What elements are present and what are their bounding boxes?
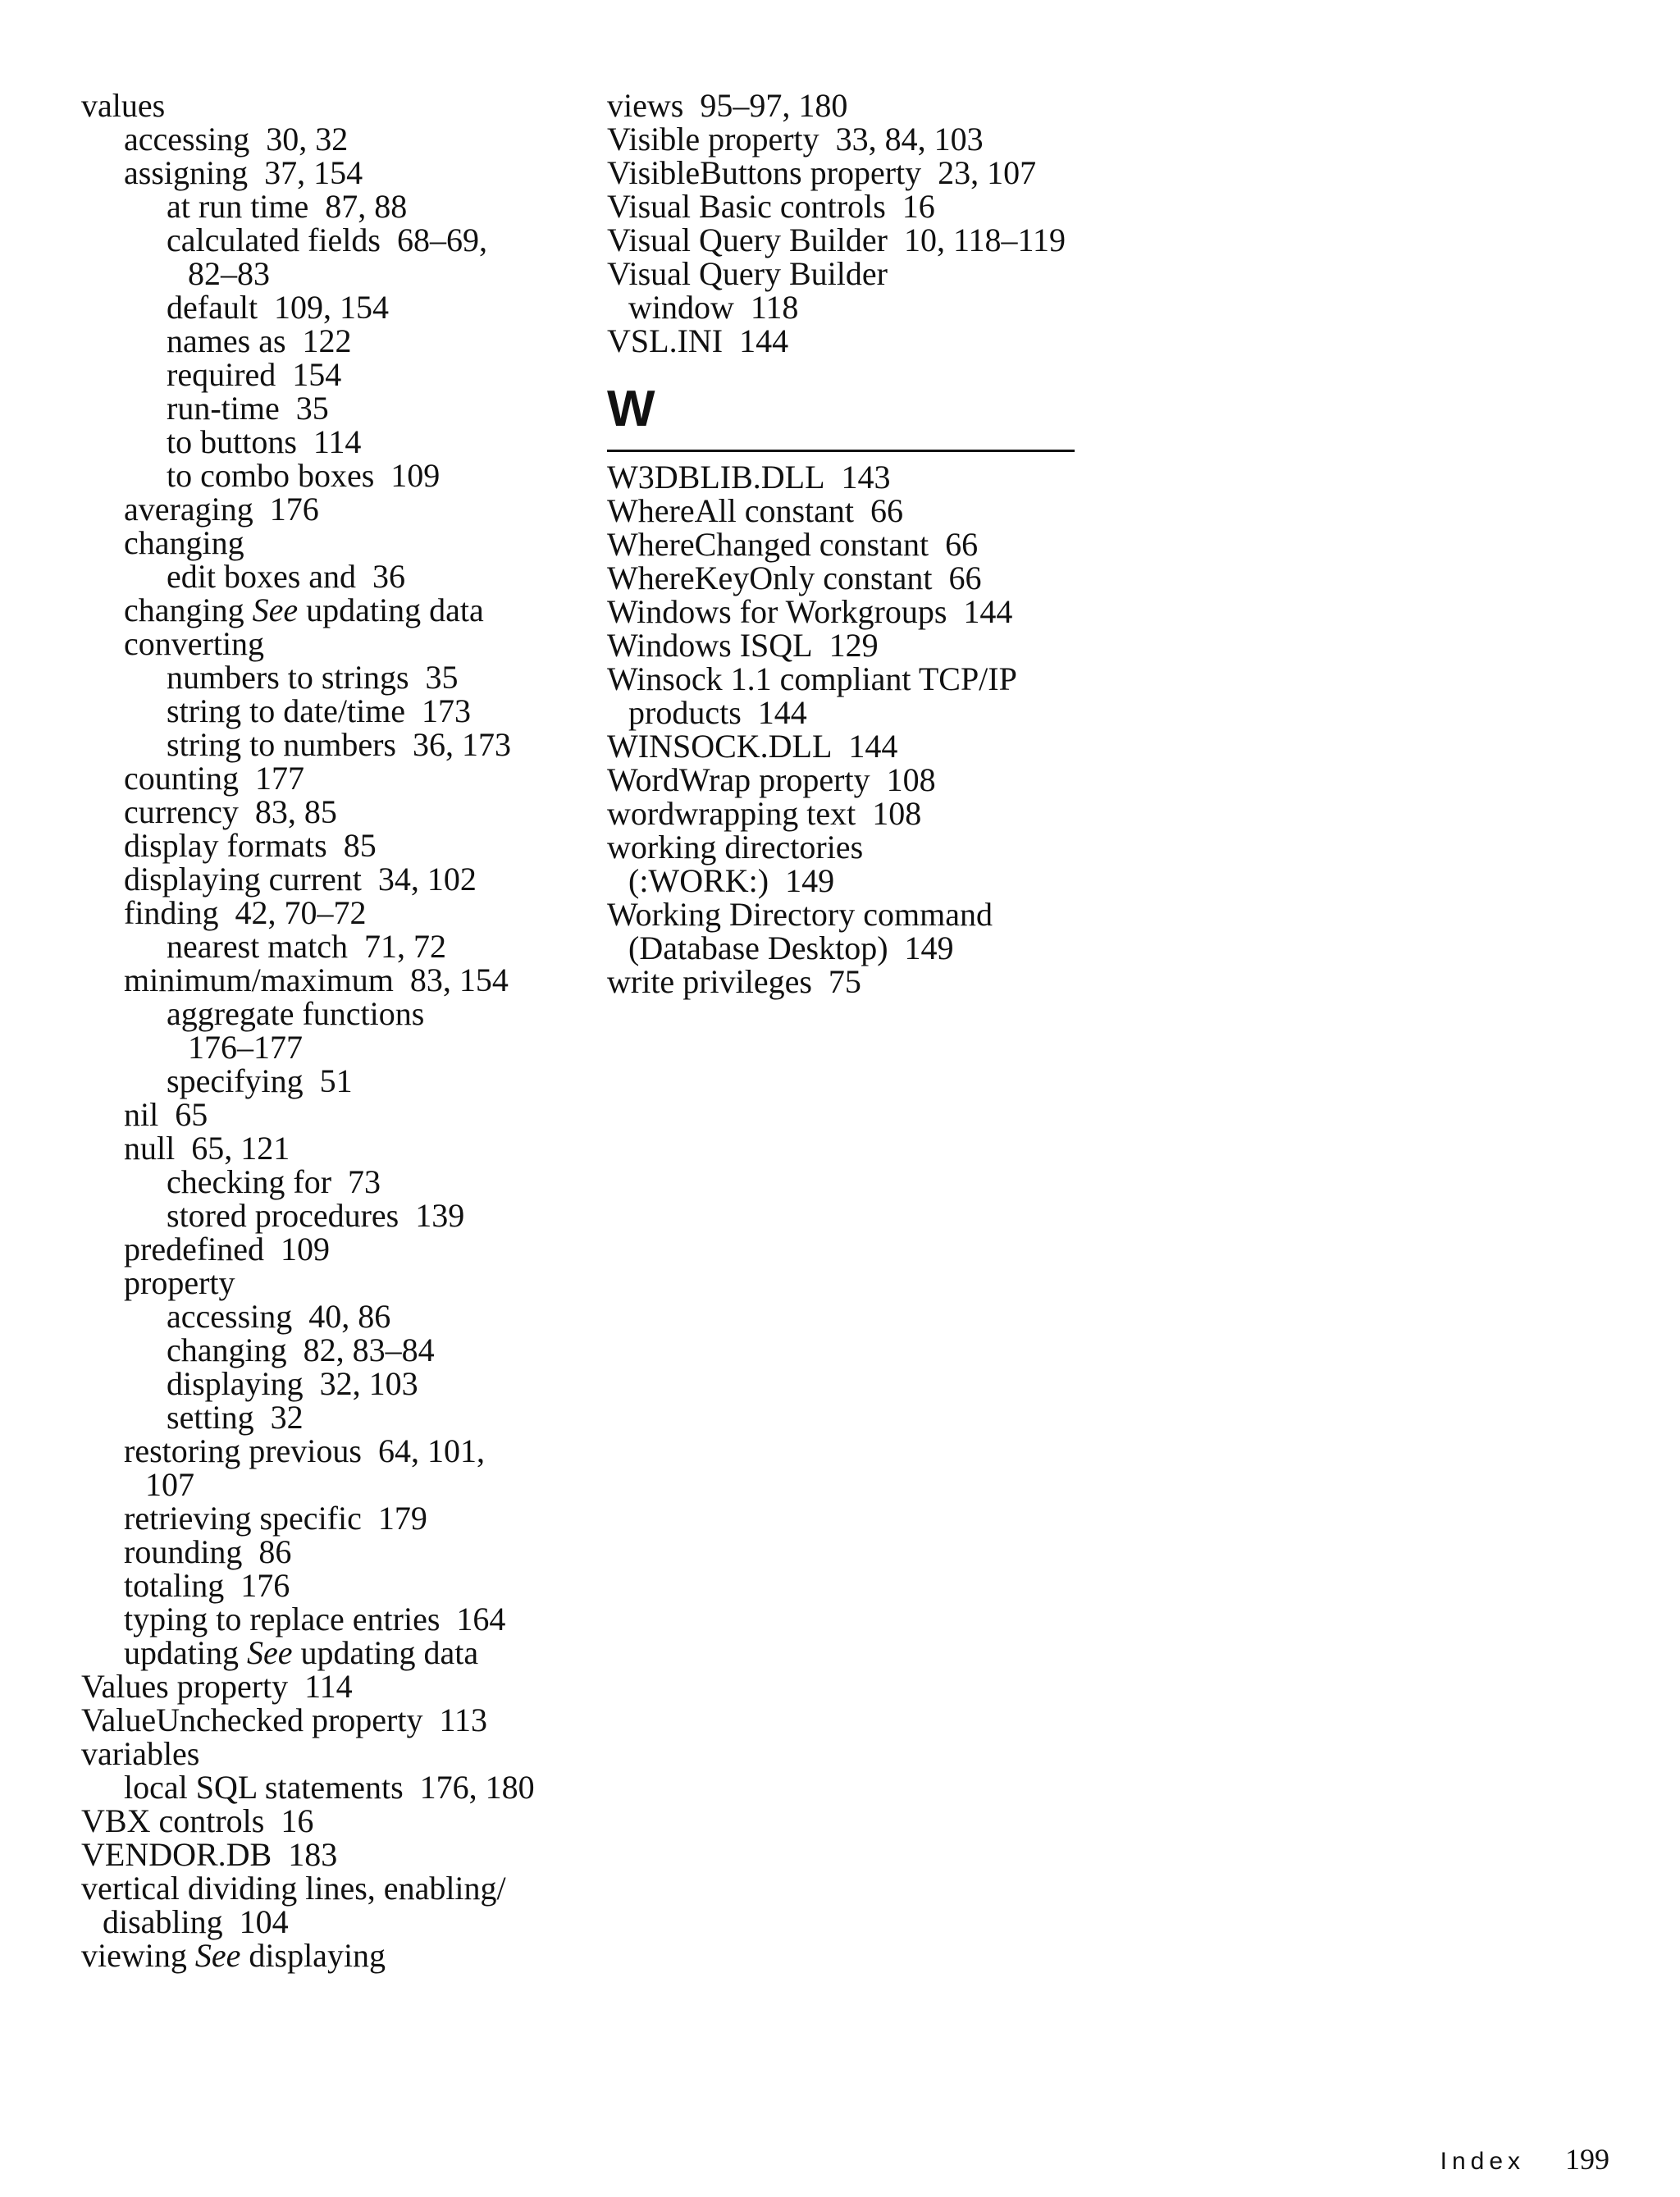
index-entry: Values property 114 bbox=[81, 1668, 353, 1705]
index-subentry: nil 65 bbox=[124, 1096, 208, 1133]
index-subentry: aggregate functions bbox=[167, 995, 425, 1032]
index-entry: WhereAll constant 66 bbox=[607, 492, 903, 529]
index-subentry: converting bbox=[124, 625, 265, 662]
index-entry: wordwrapping text 108 bbox=[607, 795, 922, 832]
index-entry: values bbox=[81, 87, 166, 124]
index-subentry: required 154 bbox=[167, 356, 342, 393]
index-entry: VENDOR.DB 183 bbox=[81, 1836, 338, 1873]
index-subentry: numbers to strings 35 bbox=[167, 659, 459, 696]
index-subentry: run-time 35 bbox=[167, 390, 329, 427]
index-subentry: setting 32 bbox=[167, 1399, 304, 1436]
index-subentry: calculated fields 68–69, bbox=[167, 222, 487, 258]
index-subentry: displaying 32, 103 bbox=[167, 1365, 418, 1402]
index-entry: WordWrap property 108 bbox=[607, 761, 936, 798]
index-subentry: to combo boxes 109 bbox=[167, 457, 441, 494]
index-entry-continuation: window 118 bbox=[628, 289, 799, 326]
index-subentry: predefined 109 bbox=[124, 1231, 331, 1268]
index-entry: VBX controls 16 bbox=[81, 1802, 314, 1839]
entry-term: changing bbox=[124, 592, 253, 628]
index-subentry: averaging 176 bbox=[124, 491, 319, 528]
index-entry: variables bbox=[81, 1735, 200, 1772]
index-subentry: checking for 73 bbox=[167, 1163, 381, 1200]
index-entry: Visible property 33, 84, 103 bbox=[607, 121, 984, 158]
index-entry: working directories bbox=[607, 829, 864, 866]
index-subentry: local SQL statements 176, 180 bbox=[124, 1769, 535, 1806]
index-entry: Winsock 1.1 compliant TCP/IP bbox=[607, 660, 1017, 697]
index-entry-continuation: 107 bbox=[145, 1466, 194, 1503]
index-entry-continuation: 176–177 bbox=[188, 1029, 303, 1066]
index-entry: views 95–97, 180 bbox=[607, 87, 848, 124]
index-subentry: currency 83, 85 bbox=[124, 793, 337, 830]
index-subentry: changing 82, 83–84 bbox=[167, 1331, 435, 1368]
index-entry bbox=[81, 1939, 573, 1972]
index-subentry: minimum/maximum 83, 154 bbox=[124, 961, 509, 998]
index-subentry: displaying current 34, 102 bbox=[124, 861, 477, 898]
index-subentry: edit boxes and 36 bbox=[167, 558, 406, 595]
index-entries-v bbox=[607, 89, 1083, 358]
index-entry: WINSOCK.DLL 144 bbox=[607, 728, 898, 765]
index-column-right bbox=[607, 89, 1083, 998]
index-subentry: changing bbox=[124, 524, 244, 561]
index-entry: WhereChanged constant 66 bbox=[607, 526, 979, 563]
index-subentry: display formats 85 bbox=[124, 827, 377, 864]
index-subentry: counting 177 bbox=[124, 760, 304, 797]
index-entry: WhereKeyOnly constant 66 bbox=[607, 560, 982, 596]
index-subentry: totaling 176 bbox=[124, 1567, 290, 1604]
index-entry-continuation: (Database Desktop) 149 bbox=[628, 930, 954, 966]
index-subentry: accessing 30, 32 bbox=[124, 121, 349, 158]
index-subentry bbox=[81, 1636, 573, 1669]
see-reference: See bbox=[246, 1634, 293, 1671]
see-target: updating data bbox=[298, 592, 484, 628]
index-subentry: rounding 86 bbox=[124, 1533, 292, 1570]
see-target: displaying bbox=[240, 1937, 386, 1974]
see-reference: See bbox=[194, 1937, 241, 1974]
index-subentry: finding 42, 70–72 bbox=[124, 894, 367, 931]
index-entries-w bbox=[607, 460, 1083, 998]
entry-term: updating bbox=[124, 1634, 247, 1671]
index-column-left bbox=[81, 89, 573, 1972]
index-subentry: string to numbers 36, 173 bbox=[167, 726, 511, 763]
index-entry: VisibleButtons property 23, 107 bbox=[607, 154, 1037, 191]
index-subentry: null 65, 121 bbox=[124, 1130, 290, 1167]
index-entry: write privileges 75 bbox=[607, 963, 861, 1000]
index-entry-continuation: products 144 bbox=[628, 694, 807, 731]
footer-label: Index bbox=[1440, 2148, 1525, 2175]
index-subentry: nearest match 71, 72 bbox=[167, 928, 446, 965]
index-entry: W3DBLIB.DLL 143 bbox=[607, 459, 891, 496]
index-entry-continuation: disabling 104 bbox=[103, 1903, 289, 1940]
index-entry: ValueUnchecked property 113 bbox=[81, 1701, 487, 1738]
entry-term: viewing bbox=[81, 1937, 195, 1974]
index-entry: vertical dividing lines, enabling/ bbox=[81, 1870, 506, 1907]
index-subentry: default 109, 154 bbox=[167, 289, 390, 326]
index-entry: Working Directory command bbox=[607, 896, 993, 933]
index-subentry: assigning 37, 154 bbox=[124, 154, 363, 191]
index-subentry: accessing 40, 86 bbox=[167, 1298, 391, 1335]
see-target: updating data bbox=[292, 1634, 479, 1671]
index-entry-continuation: 82–83 bbox=[188, 255, 270, 292]
page-footer bbox=[1440, 2143, 1609, 2178]
index-entry: Visual Query Builder 10, 118–119 bbox=[607, 222, 1066, 258]
index-subentry: at run time 87, 88 bbox=[167, 188, 408, 225]
index-subentry: typing to replace entries 164 bbox=[124, 1601, 506, 1637]
page-number: 199 bbox=[1565, 2143, 1609, 2176]
index-subentry: restoring previous 64, 101, bbox=[124, 1432, 485, 1469]
index-subentry: property bbox=[124, 1264, 235, 1301]
index-subentry: string to date/time 173 bbox=[167, 692, 472, 729]
section-heading-w: W bbox=[607, 381, 1075, 452]
index-entry: VSL.INI 144 bbox=[607, 322, 789, 359]
index-subentry: to buttons 114 bbox=[167, 423, 362, 460]
index-subentry bbox=[81, 593, 573, 627]
index-subentry: names as 122 bbox=[167, 322, 352, 359]
see-reference: See bbox=[252, 592, 299, 628]
index-subentry: stored procedures 139 bbox=[167, 1197, 465, 1234]
index-entry: Windows ISQL 129 bbox=[607, 627, 879, 664]
index-entry: Windows for Workgroups 144 bbox=[607, 593, 1013, 630]
index-entry: Visual Query Builder bbox=[607, 255, 888, 292]
index-subentry: specifying 51 bbox=[167, 1062, 353, 1099]
index-subentry: retrieving specific 179 bbox=[124, 1500, 427, 1537]
index-entry: Visual Basic controls 16 bbox=[607, 188, 935, 225]
index-entry-continuation: (:WORK:) 149 bbox=[628, 862, 835, 899]
